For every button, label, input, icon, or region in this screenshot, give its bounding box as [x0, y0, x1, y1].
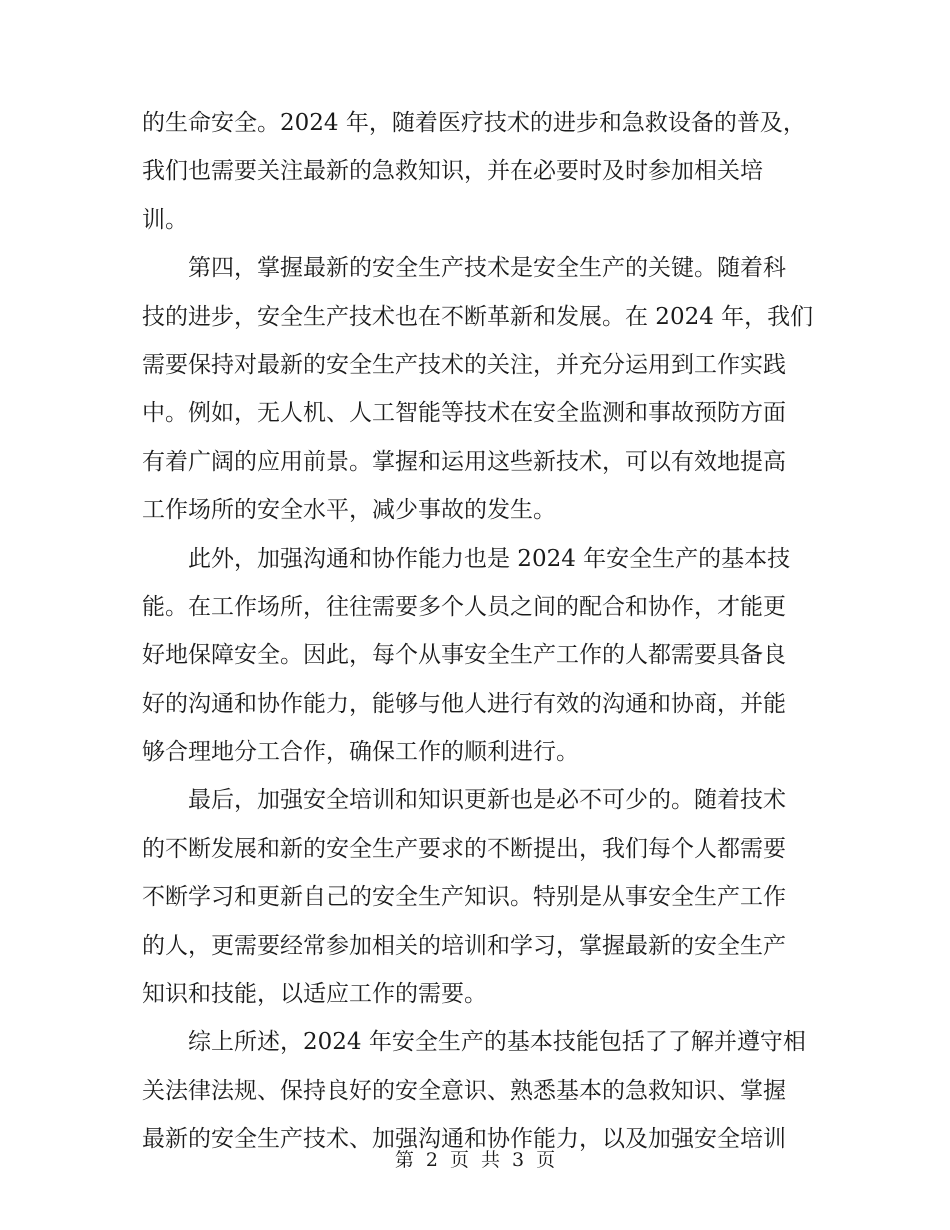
text-line: 好的沟通和协作能力，能够与他人进行有效的沟通和协商，并能	[142, 690, 786, 717]
text-line: 的生命安全。2024 年，随着医疗技术的进步和急救设备的普及，	[142, 110, 806, 136]
text-line: 够合理地分工合作，确保工作的顺利进行。	[142, 739, 579, 766]
text-line: 的不断发展和新的安全生产要求的不断提出，我们每个人都需要	[142, 835, 786, 862]
body-text	[142, 99, 822, 1164]
text-line: 最新的安全生产技术、加强沟通和协作能力，以及加强安全培训	[142, 1126, 786, 1153]
text-line: 能。在工作场所，往往需要多个人员之间的配合和协作，才能更	[142, 593, 786, 620]
text-line: 的人，更需要经常参加相关的培训和学习，掌握最新的安全生产	[142, 932, 786, 959]
text-line: 此外，加强沟通和协作能力也是 2024 年安全生产的基本技	[142, 545, 791, 572]
text-line: 综上所述，2024 年安全生产的基本技能包括了了解并遵守相	[142, 1029, 806, 1056]
text-line: 关法律法规、保持良好的安全意识、熟悉基本的急救知识、掌握	[142, 1077, 786, 1104]
text-line: 好地保障安全。因此，每个从事安全生产工作的人都需要具备良	[142, 642, 786, 669]
text-line: 第四，掌握最新的安全生产技术是安全生产的关键。随着科	[142, 255, 786, 282]
text-line: 技的进步，安全生产技术也在不断革新和发展。在 2024 年，我们	[142, 303, 814, 330]
page-number-footer: 第 2 页 共 3 页	[394, 1149, 556, 1171]
text-line: 我们也需要关注最新的急救知识，并在必要时及时参加相关培	[142, 158, 763, 185]
text-line: 有着广阔的应用前景。掌握和运用这些新技术，可以有效地提高	[142, 448, 786, 475]
text-line: 中。例如，无人机、人工智能等技术在安全监测和事故预防方面	[142, 400, 786, 427]
text-line: 工作场所的安全水平，减少事故的发生。	[142, 497, 556, 524]
text-line: 最后，加强安全培训和知识更新也是必不可少的。随着技术	[142, 787, 786, 814]
text-line: 不断学习和更新自己的安全生产知识。特别是从事安全生产工作	[142, 884, 786, 911]
text-line: 训。	[142, 206, 188, 233]
text-line: 知识和技能，以适应工作的需要。	[142, 981, 487, 1008]
text-line: 需要保持对最新的安全生产技术的关注，并充分运用到工作实践	[142, 351, 786, 378]
